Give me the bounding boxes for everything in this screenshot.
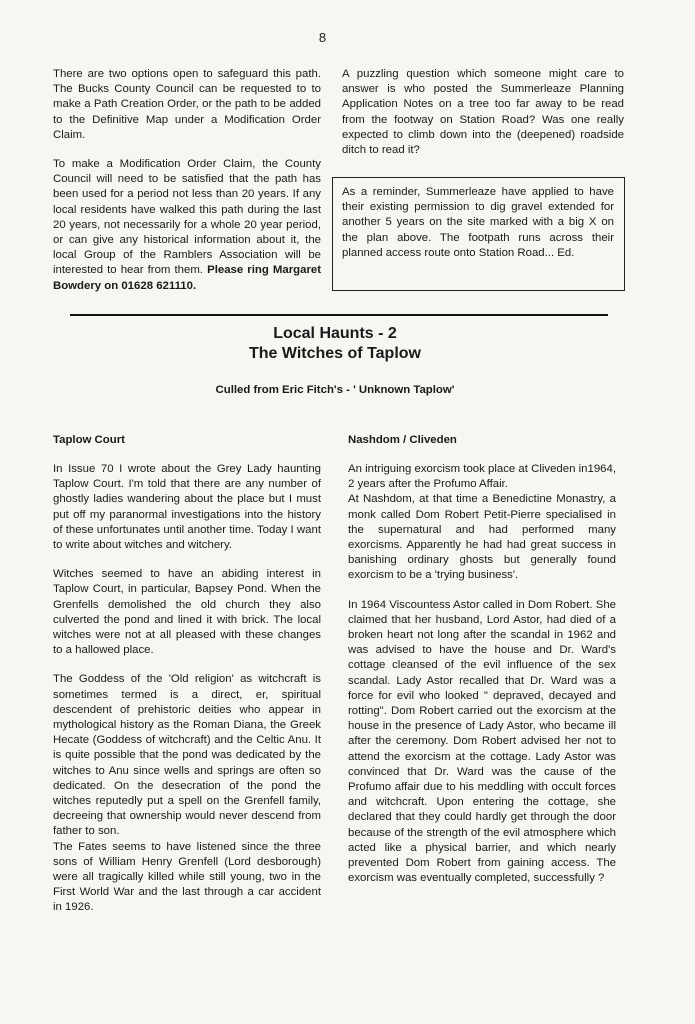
section-divider <box>70 314 608 316</box>
path-options-paragraph: There are two options open to safeguard this path. The Bucks County Council can be requested to to make a Path Creation Order, or the path to be added to the Definitive Map under a Modification Order Claim. <box>53 68 321 141</box>
nashdom-paragraph-1: An intriguing exorcism took place at Cliveden in1964, 2 years after the Profumo Affair. <box>348 463 616 491</box>
page-number: 8 <box>318 30 327 45</box>
editor-reminder-box <box>332 177 625 291</box>
modification-order-paragraph <box>53 157 321 294</box>
nashdom-paragraph-3: In 1964 Viscountess Astor called in Dom Robert. She claimed that her husband, Lord Astor, had died of a broken heart not long after the scandal in 1962 and was advised to have the house and Dr. Ward's cottage cleansed of the evil influence of the sex scandal. Lady Astor recalled that Dr. Ward was a force for evil who looked " depraved, decayed and rotting". Dom Robert carried out the exorcism at the house in the presence of Lady Astor, who became ill after the ceremony. Dom Robert advised her not to attend the exorcism at the cottage. Lady Astor was convinced that Dr. Ward was the cause of the Profumo affair due to his meddling with occult forces and witchcraft. Upon entering the cottage, she declared that they could hardly get through the door because of the strength of the evil atmosphere which acted like a physical barrier, and which nearly prevented Dom Robert from gaining access. The exorcism was eventually completed, successfully ? <box>348 598 616 885</box>
article-source-credit: Culled from Eric Fitch's - ' Unknown Taplow' <box>215 384 455 396</box>
taplow-paragraph-4: The Fates seems to have listened since the three sons of William Henry Grenfell (Lord desborough) were all tragically killed while still young, two in the First World War and the last through a car accident in 1926. <box>53 840 321 914</box>
article-title: Local Haunts - 2 <box>273 325 397 342</box>
nashdom-paragraph-2: At Nashdom, at that time a Benedictine Monastry, a monk called Dom Robert Petit-Pierre specialised in the supernatural and had performed many exorcisms. Apparently he had had great success in banishing ordinary ghosts but generally found exorcism to be a 'trying business'. <box>348 493 616 582</box>
taplow-court-column <box>53 462 321 930</box>
article-title-sub: The Witches of Taplow <box>248 345 421 362</box>
taplow-paragraph-1: In Issue 70 I wrote about the Grey Lady haunting Taplow Court. I'm told that there are any number of ghostly ladies wandering about the place but I must put off my paranormal investigations into the history of these unfortunates until another time. Today I want to write about witches and witchery. <box>53 463 321 552</box>
path-options-column <box>53 67 321 294</box>
editor-reminder-text: As a reminder, Summerleaze have applied to have their existing permission to dig gravel extended for another 5 years on the site marked with a big X on the plan above. The footpath runs across their planned access route onto Station Road... Ed. <box>342 186 614 259</box>
heading-nashdom-cliveden: Nashdom / Cliveden <box>348 434 457 446</box>
heading-taplow-court: Taplow Court <box>53 434 125 446</box>
taplow-paragraph-2: Witches seemed to have an abiding interest in Taplow Court, in particular, Bapsey Pond. When the Grenfells demolished the old church they also culverted the pond and lined it with brick. The local witches were not at all pleased with these changes to a hallowed place. <box>53 568 321 657</box>
planning-notes-column <box>342 67 624 172</box>
nashdom-column <box>348 462 616 900</box>
contact-details: Please ring Margaret Bowdery on 01628 621110. <box>53 264 322 292</box>
taplow-paragraph-3: The Goddess of the 'Old religion' as witchcraft is sometimes termed is a direct, er, spiritual descendent of prehistoric deities who appear in mythological history as the Roman Diana, the Greek Hecate (Goddess of witchcraft) and the Celtic Anu. It is quite possible that the pond was dedicated by the witches to Anu since wells and springs are often so dedicated. On the desecration of the pond the witches reputedly put a spell on the Grenfell family, decreeing that ownership would never descend from father to son. <box>53 673 321 838</box>
modification-order-text: To make a Modification Order Claim, the County Council will need to be satisfied that the path has been used for a period not less than 20 years. If any local residents have walked this path during the last 20 years, not necessarily for a whole 20 year period, or can give any historical information about it, the local Group of the Ramblers Association will be interested to hear from them. <box>53 158 321 277</box>
planning-notes-paragraph: A puzzling question which someone might care to answer is who posted the Summerleaze Planning Application Notes on a tree too far away to be read from the footway on Station Road? Was one really expected to climb down into the (deepened) roadside ditch to read it? <box>342 68 624 157</box>
